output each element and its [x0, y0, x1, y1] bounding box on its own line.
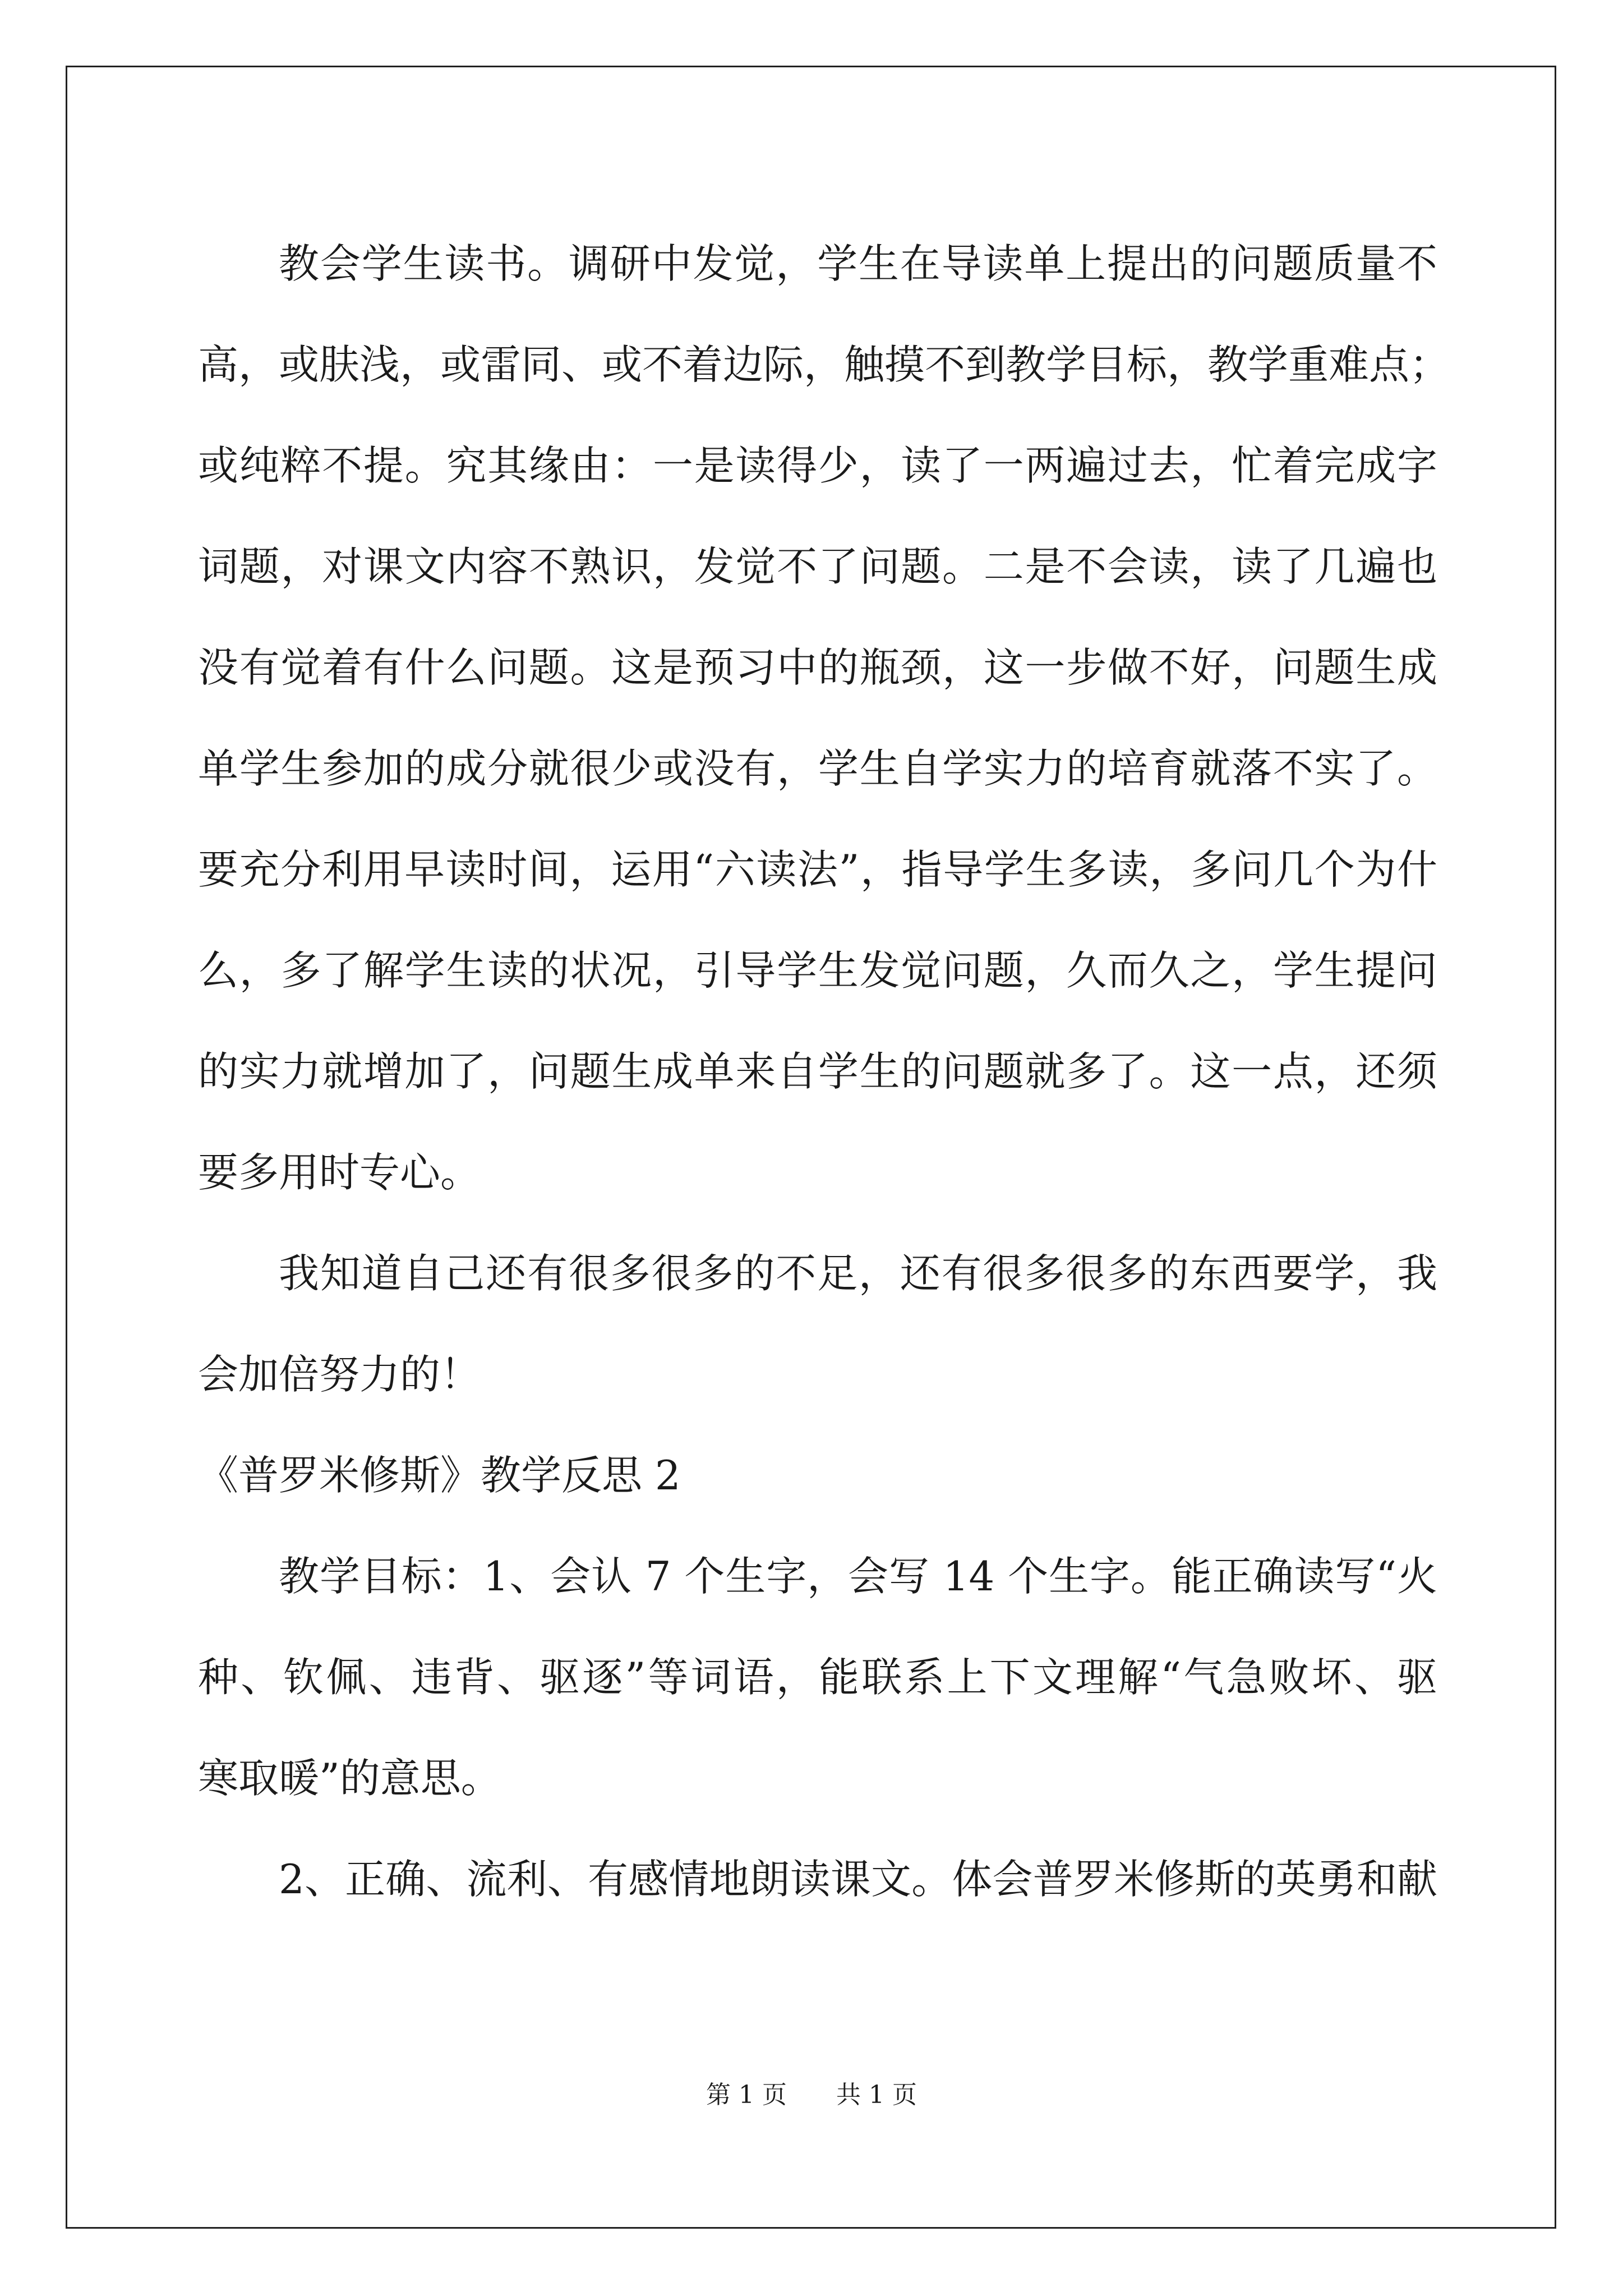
text-line: 寒取暖”的意思。 [198, 1755, 501, 1802]
text-line: 或纯粹不提。究其缘由：一是读得少，读了一两遍过去，忙着完成字 [198, 442, 1437, 489]
text-line: 教会学生读书。调研中发觉，学生在导读单上提出的问题质量不 [279, 240, 1437, 287]
page-number: 第 1 页 [706, 2081, 787, 2109]
page-total: 共 1 页 [836, 2081, 917, 2109]
text-line: 么，多了解学生读的状况，引导学生发觉问题，久而久之，学生提问 [198, 947, 1437, 994]
text-line: 高，或肤浅，或雷同、或不着边际，触摸不到教学目标，教学重难点； [198, 341, 1450, 388]
text-line: 教学目标：1、会认 7 个生字，会写 14 个生字。能正确读写“火 [279, 1553, 1437, 1600]
text-line: 要多用时专心。 [198, 1149, 481, 1196]
text-line: 的实力就增加了，问题生成单来自学生的问题就多了。这一点，还须 [198, 1048, 1437, 1095]
text-line: 要充分利用早读时间，运用“六读法”，指导学生多读，多问几个为什 [198, 846, 1437, 893]
text-line: 没有觉着有什么问题。这是预习中的瓶颈，这一步做不好，问题生成 [198, 644, 1437, 691]
text-line: 2、正确、流利、有感情地朗读课文。体会普罗米修斯的英勇和献 [279, 1856, 1437, 1903]
page-footer [0, 2074, 1623, 2110]
document-body [198, 213, 1450, 1930]
text-line: 种、钦佩、违背、驱逐”等词语，能联系上下文理解“气急败坏、驱 [198, 1654, 1437, 1701]
text-line: 我知道自己还有很多很多的不足，还有很多很多的东西要学，我 [279, 1250, 1437, 1297]
section-heading: 《普罗米修斯》教学反思 2 [198, 1452, 681, 1499]
text-line: 会加倍努力的！ [198, 1351, 481, 1398]
text-line: 单学生参加的成分就很少或没有，学生自学实力的培育就落不实了。 [198, 745, 1437, 792]
text-line: 词题，对课文内容不熟识，发觉不了问题。二是不会读，读了几遍也 [198, 543, 1437, 590]
